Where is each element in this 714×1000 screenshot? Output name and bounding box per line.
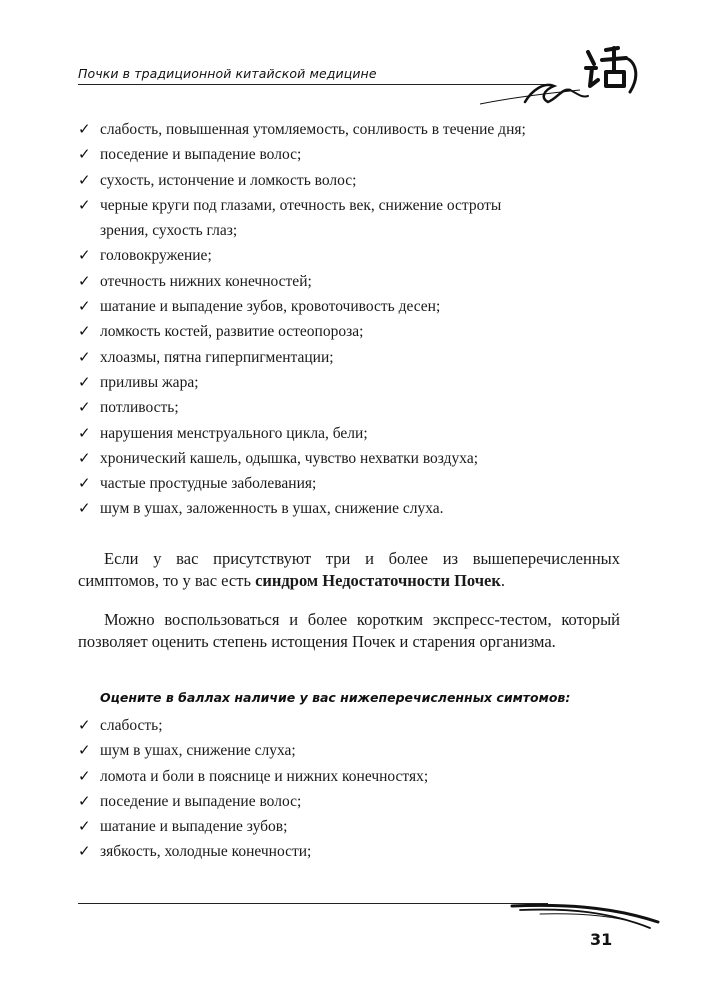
calligraphy-ornament-icon xyxy=(470,32,650,112)
checkmark-icon: ✓ xyxy=(78,145,91,164)
list-item: ✓ шатание и выпадение зубов, кровоточивость десен; xyxy=(78,294,648,319)
footer-rule xyxy=(78,903,548,904)
checkmark-icon: ✓ xyxy=(78,372,91,391)
test-symptoms-list xyxy=(78,713,648,865)
list-item: ✓ шатание и выпадение зубов; xyxy=(78,814,648,839)
checkmark-icon: ✓ xyxy=(78,322,91,341)
summary-paragraph: Если у вас присутствуют три и более из вышеперечисленных симптомов, то у вас есть синдром Недостаточности Почек. xyxy=(78,549,620,590)
checkmark-icon: ✓ xyxy=(78,398,91,417)
list-item: ✓ слабость, повышенная утомляемость, сонливость в течение дня; xyxy=(78,117,648,142)
list-item: ✓ шум в ушах, заложенность в ушах, снижение слуха. xyxy=(78,496,648,521)
list-item: ✓ поседение и выпадение волос; xyxy=(78,142,648,167)
checkmark-icon: ✓ xyxy=(78,195,91,214)
checkmark-icon: ✓ xyxy=(78,474,91,493)
list-item: ✓ хронический кашель, одышка, чувство нехватки воздуха; xyxy=(78,446,648,471)
brush-stroke-icon xyxy=(510,896,660,936)
symptoms-list xyxy=(78,117,648,522)
express-test-paragraph: Можно воспользоваться и более коротким экспресс-тестом, который позволяет оценить степень истощения Почек и старения организма. xyxy=(78,610,620,651)
list-item: ✓ приливы жара; xyxy=(78,370,648,395)
checkmark-icon: ✓ xyxy=(78,271,91,290)
list-item-continuation: зрения, сухость глаз; xyxy=(100,222,238,240)
list-item: ✓ ломкость костей, развитие остеопороза; xyxy=(78,319,648,344)
checkmark-icon: ✓ xyxy=(78,766,91,785)
checkmark-icon: ✓ xyxy=(78,448,91,467)
list-item: ✓ головокружение; xyxy=(78,243,648,268)
checkmark-icon: ✓ xyxy=(78,842,91,861)
checkmark-icon: ✓ xyxy=(78,791,91,810)
list-item: ✓ поседение и выпадение волос; xyxy=(78,789,648,814)
test-heading: Оцените в баллах наличие у вас нижеперечисленных симтомов: xyxy=(100,690,571,705)
list-item: ✓ сухость, истончение и ломкость волос; xyxy=(78,168,648,193)
list-item: ✓ нарушения менструального цикла, бели; xyxy=(78,421,648,446)
checkmark-icon: ✓ xyxy=(78,423,91,442)
list-item: ✓ частые простудные заболевания; xyxy=(78,471,648,496)
checkmark-icon: ✓ xyxy=(78,741,91,760)
checkmark-icon: ✓ xyxy=(78,170,91,189)
checkmark-icon: ✓ xyxy=(78,120,91,138)
list-item: ✓ шум в ушах, снижение слуха; xyxy=(78,738,648,763)
list-item: ✓ отечность нижних конечностей; xyxy=(78,269,648,294)
checkmark-icon: ✓ xyxy=(78,716,91,734)
checkmark-icon: ✓ xyxy=(78,817,91,836)
list-item: ✓ слабость; xyxy=(78,713,648,738)
syndrome-name: синдром Недостаточности Почек xyxy=(255,570,501,590)
running-head: Почки в традиционной китайской медицине xyxy=(78,66,377,81)
list-item: ✓ зябкость, холодные конечности; xyxy=(78,839,648,864)
list-item: ✓ потливость; xyxy=(78,395,648,420)
checkmark-icon: ✓ xyxy=(78,246,91,265)
page-number: 31 xyxy=(590,930,613,949)
checkmark-icon: ✓ xyxy=(78,499,91,518)
list-item: ✓ ломота и боли в пояснице и нижних конечностях; xyxy=(78,764,648,789)
checkmark-icon: ✓ xyxy=(78,347,91,366)
checkmark-icon: ✓ xyxy=(78,297,91,316)
list-item: ✓ черные круги под глазами, отечность век, снижение остроты зрения, сухость глаз; xyxy=(78,193,648,244)
list-item: ✓ хлоазмы, пятна гиперпигментации; xyxy=(78,345,648,370)
